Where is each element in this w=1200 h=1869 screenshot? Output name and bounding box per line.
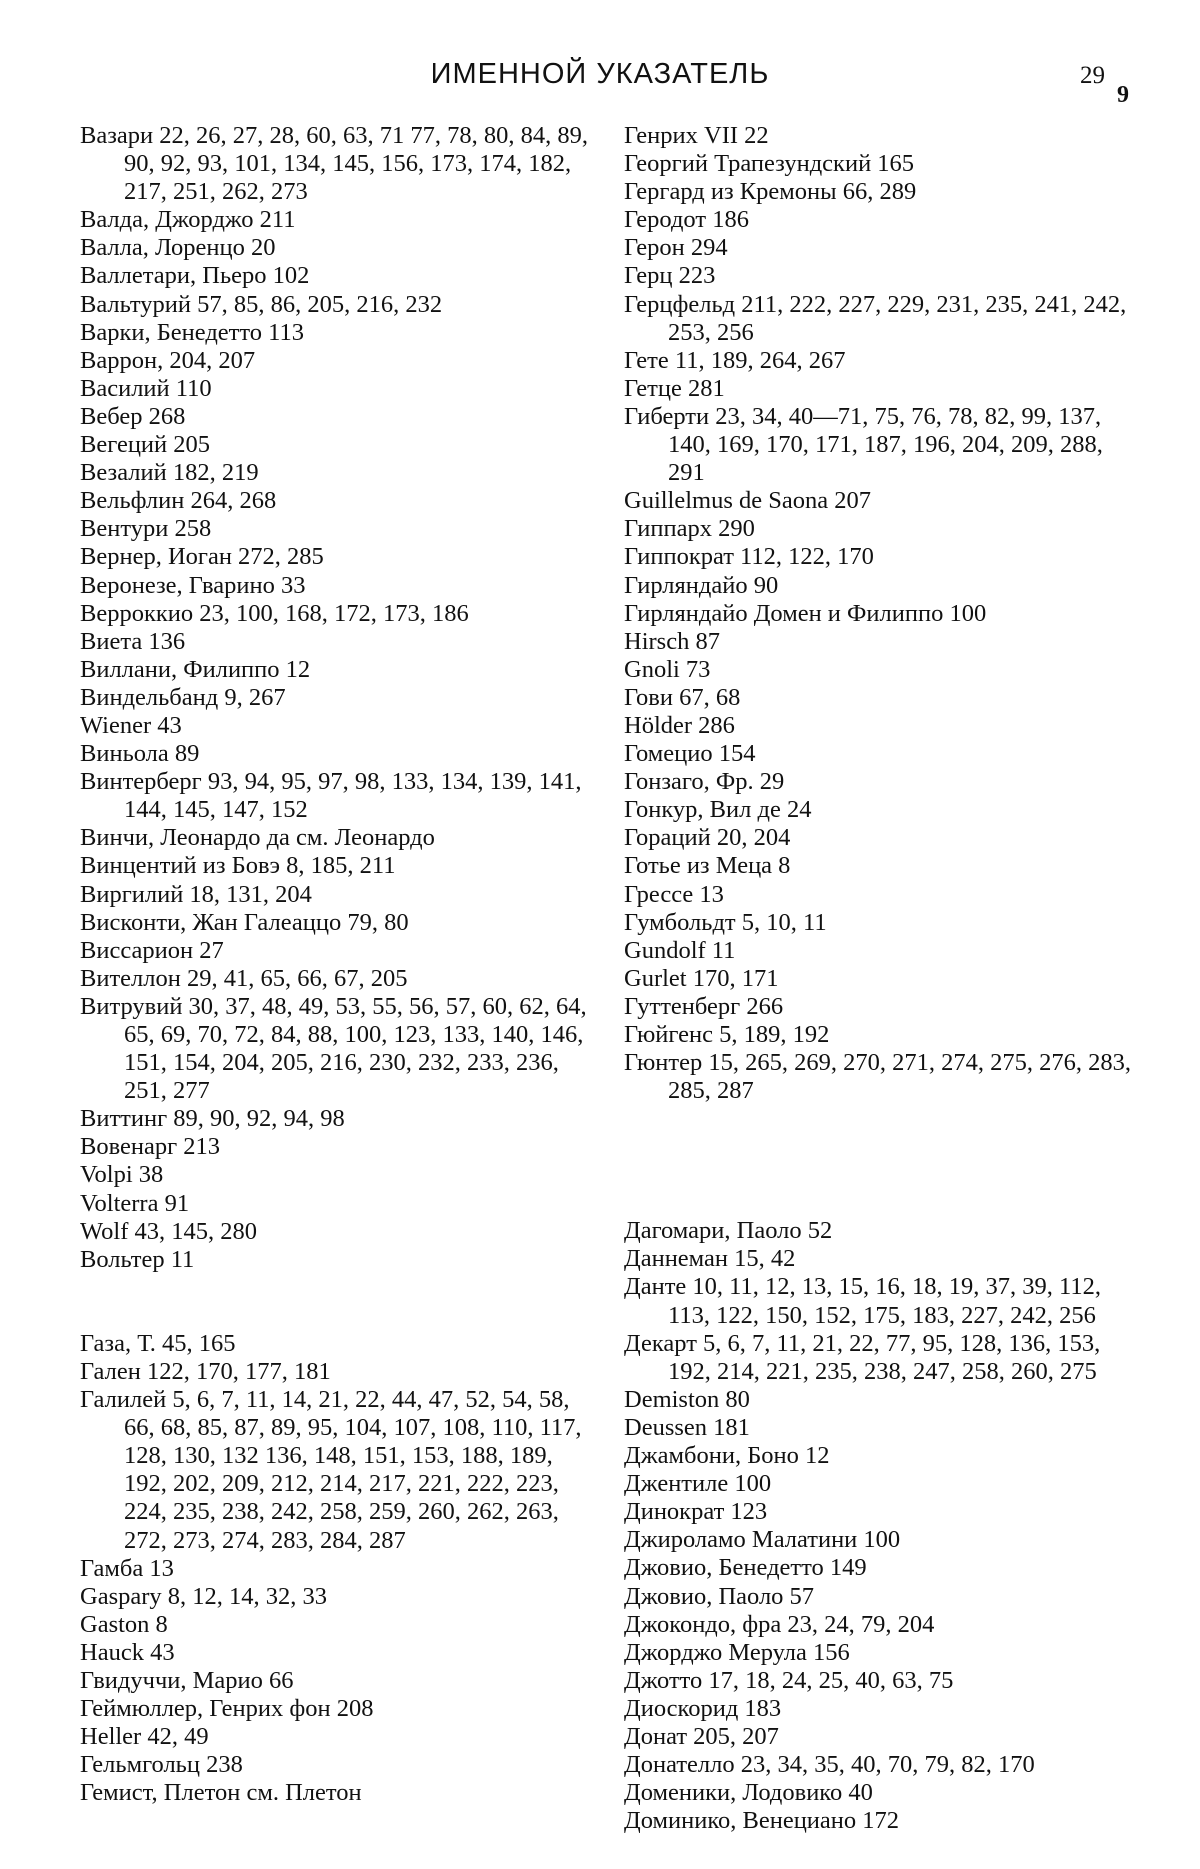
index-entry: Грессе 13	[624, 880, 724, 908]
index-entry: Варрон, 204, 207	[80, 346, 256, 374]
index-entry: Джотто 17, 18, 24, 25, 40, 63, 75	[624, 1666, 954, 1694]
index-entry: Декарт 5, 6, 7, 11, 21, 22, 77, 95, 128, 136, 153, 192, 214, 221, 235, 238, 247, 258, 260, 275	[624, 1329, 1101, 1385]
section-gap	[624, 1105, 1144, 1161]
index-entry: Гете 11, 189, 264, 267	[624, 346, 846, 374]
index-entry: Василий 110	[80, 374, 212, 402]
index-entry: Виньола 89	[80, 740, 200, 768]
running-title: ИМЕННОЙ УКАЗАТЕЛЬ	[430, 58, 770, 90]
index-entry: Донателло 23, 34, 35, 40, 70, 79, 82, 170	[624, 1751, 1035, 1779]
index-entry: Виета 136	[80, 627, 186, 655]
index-entry: Гови 67, 68	[624, 683, 741, 711]
index-entry: Гомецио 154	[624, 740, 756, 768]
index-entry: Джентиле 100	[624, 1470, 772, 1498]
index-entry: Гюйгенс 5, 189, 192	[624, 1021, 830, 1048]
index-entry: Guillelmus de Saona 207	[624, 487, 872, 515]
index-entry: Витрувий 30, 37, 48, 49, 53, 55, 56, 57, 60, 62, 64, 65, 69, 70, 72, 84, 88, 100, 123, 133, 140, 146, 151, 154, 204, 205, 216, 230, 232, 233, 236, 251, 277	[80, 992, 587, 1105]
index-entry: Висконти, Жан Галеаццо 79, 80	[80, 908, 409, 936]
index-entry: Джироламо Малатини 100	[624, 1526, 901, 1554]
index-entry: Hölder 286	[624, 711, 735, 739]
index-entry: Джокондо, фра 23, 24, 79, 204	[624, 1610, 935, 1638]
index-entry: Везалий 182, 219	[80, 459, 259, 487]
index-entry: Gurlet 170, 171	[624, 964, 779, 992]
index-entry: Джовио, Бенедетто 149	[624, 1554, 867, 1582]
index-entry: Виссарион 27	[80, 936, 224, 964]
index-entry: Варки, Бенедетто 113	[80, 318, 304, 346]
index-entry: Гвидуччи, Марио 66	[80, 1666, 294, 1694]
index-entry: Вентури 258	[80, 515, 212, 543]
index-entry: Гирляндайо Домен и Филиппо 100	[624, 599, 987, 627]
index-entry: Гораций 20, 204	[624, 824, 791, 852]
section-gap	[80, 1274, 600, 1330]
index-entry: Гемист, Плетон см. Плетон	[80, 1779, 362, 1807]
index-entry: Гален 122, 170, 177, 181	[80, 1357, 331, 1385]
index-column-left	[80, 122, 600, 1807]
index-entry: Гиберти 23, 34, 40—71, 75, 76, 78, 82, 99, 137, 140, 169, 170, 171, 187, 196, 204, 209, 288, 291	[624, 402, 1103, 487]
index-entry: Wolf 43, 145, 280	[80, 1217, 258, 1245]
index-entry: Даннеман 15, 42	[624, 1245, 796, 1273]
index-entry: Gaspary 8, 12, 14, 32, 33	[80, 1582, 328, 1610]
index-entry: Доминико, Венециано 172	[624, 1807, 900, 1835]
index-entry: Demiston 80	[624, 1385, 750, 1413]
index-entry: Джовио, Паоло 57	[624, 1582, 815, 1610]
index-entry: Данте 10, 11, 12, 13, 15, 16, 18, 19, 37, 39, 112, 113, 122, 150, 152, 175, 183, 227, 242, 256	[624, 1273, 1101, 1329]
page-number-secondary: 9	[1117, 82, 1129, 108]
index-entry: Джамбони, Боно 12	[624, 1442, 830, 1470]
index-entry: Гонзаго, Фр. 29	[624, 768, 785, 796]
index-entry: Винтерберг 93, 94, 95, 97, 98, 133, 134, 139, 141, 144, 145, 147, 152	[80, 768, 582, 824]
page-number: 29	[1080, 62, 1105, 89]
index-entry: Верроккио 23, 100, 168, 172, 173, 186	[80, 599, 469, 627]
index-entry: Диоскорид 183	[624, 1694, 782, 1722]
index-entry: Геймюллер, Генрих фон 208	[80, 1695, 374, 1723]
index-entry: Георгий Трапезундский 165	[624, 150, 915, 178]
index-entry: Hirsch 87	[624, 627, 720, 655]
index-entry: Донат 205, 207	[624, 1722, 779, 1750]
index-entry: Вителлон 29, 41, 65, 66, 67, 205	[80, 964, 408, 992]
index-entry: Вовенарг 213	[80, 1133, 221, 1161]
index-entry: Гиппарх 290	[624, 515, 755, 543]
index-entry: Джорджо Мерула 156	[624, 1638, 850, 1666]
index-entry: Gaston 8	[80, 1610, 168, 1638]
index-entry: Дагомари, Паоло 52	[624, 1217, 833, 1245]
section-gap	[624, 1161, 1144, 1217]
index-entry: Геродот 186	[624, 206, 749, 234]
index-entry: Вегеций 205	[80, 431, 211, 459]
index-entry: Wiener 43	[80, 711, 182, 739]
index-entry: Гергард из Кремоны 66, 289	[624, 178, 917, 206]
index-entry: Валла, Лоренцо 20	[80, 234, 276, 262]
index-entry: Гирляндайо 90	[624, 571, 779, 599]
index-entry: Гетце 281	[624, 374, 725, 402]
index-entry: Deussen 181	[624, 1413, 750, 1441]
index-entry: Вазари 22, 26, 27, 28, 60, 63, 71 77, 78, 80, 84, 89, 90, 92, 93, 101, 134, 145, 156, 173, 174, 182, 217, 251, 262, 273	[80, 122, 589, 206]
index-entry: Валда, Джорджо 211	[80, 206, 296, 234]
index-entry: Hauck 43	[80, 1638, 175, 1666]
index-entry: Винчи, Леонардо да см. Леонардо	[80, 824, 435, 852]
index-entry: Виттинг 89, 90, 92, 94, 98	[80, 1105, 345, 1133]
index-entry: Heller 42, 49	[80, 1723, 209, 1751]
index-entry: Герон 294	[624, 234, 728, 262]
index-entry: Динократ 123	[624, 1498, 768, 1526]
index-entry: Гонкур, Вил де 24	[624, 796, 812, 824]
index-entry: Гуттенберг 266	[624, 992, 784, 1020]
index-entry: Вернер, Иоган 272, 285	[80, 543, 324, 571]
index-entry: Gnoli 73	[624, 655, 711, 683]
index-entry: Виргилий 18, 131, 204	[80, 880, 312, 908]
index-entry: Виллани, Филиппо 12	[80, 655, 311, 683]
index-entry: Газа, Т. 45, 165	[80, 1329, 236, 1357]
index-entry: Gundolf 11	[624, 936, 736, 964]
index-entry: Герц 223	[624, 262, 716, 290]
index-entry: Готье из Меца 8	[624, 852, 791, 880]
index-entry: Вебер 268	[80, 402, 186, 430]
index-entry: Виндельбанд 9, 267	[80, 683, 286, 711]
index-entry: Гиппократ 112, 122, 170	[624, 543, 874, 571]
index-entry: Герцфельд 211, 222, 227, 229, 231, 235, 241, 242, 253, 256	[624, 290, 1127, 346]
index-entry: Доменики, Лодовико 40	[624, 1779, 873, 1807]
index-entry: Гамба 13	[80, 1554, 174, 1582]
index-entry: Генрих VII 22	[624, 122, 769, 149]
index-entry: Volterra 91	[80, 1189, 190, 1217]
index-entry: Гумбольдт 5, 10, 11	[624, 908, 827, 936]
index-entry: Вальтурий 57, 85, 86, 205, 216, 232	[80, 290, 443, 318]
index-entry: Гюнтер 15, 265, 269, 270, 271, 274, 275, 276, 283, 285, 287	[624, 1049, 1131, 1105]
index-entry: Винцентий из Бовэ 8, 185, 211	[80, 852, 396, 880]
index-entry: Валлетари, Пьеро 102	[80, 262, 310, 290]
index-column-right	[624, 122, 1144, 1835]
index-entry: Вельфлин 264, 268	[80, 487, 277, 515]
index-entry: Гельмгольц 238	[80, 1751, 243, 1779]
index-entry: Галилей 5, 6, 7, 11, 14, 21, 22, 44, 47, 52, 54, 58, 66, 68, 85, 87, 89, 95, 104, 107, 108, 110, 117, 128, 130, 132 136, 148, 151, 153, 188, 189, 192, 202, 209, 212, 214, 217, 221, 222, 223, 224, 235, 238, 242, 258, 259, 260, 262, 263, 272, 273, 274, 283, 284, 287	[80, 1386, 582, 1554]
index-entry: Веронезе, Гварино 33	[80, 571, 306, 599]
index-entry: Volpi 38	[80, 1161, 164, 1189]
index-entry: Вольтер 11	[80, 1245, 195, 1273]
